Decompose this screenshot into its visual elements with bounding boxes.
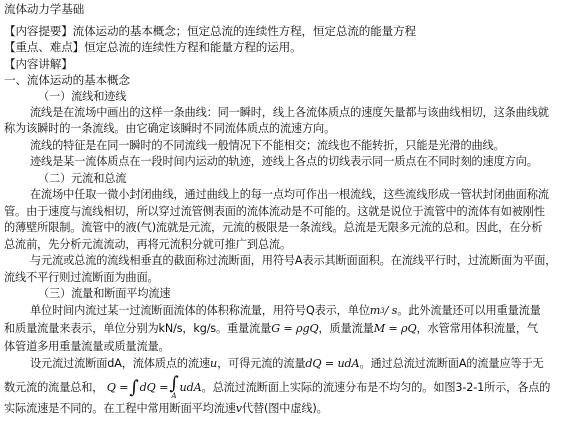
summary-label: 【内容提要】 [4,24,73,38]
section-1-title: 一、流体运动的基本概念 [4,73,130,87]
flow-rate-text-d: ，质量流量 [318,322,374,335]
element-flow-text-c: 。通过总流过流断面A的流量应等于无 [359,357,544,370]
total-flow-integral-formula: Q = ∫ dQ = ∫ A udA [106,373,202,400]
element-flow-text-b: ，可得元流的流量 [217,357,306,370]
subsection-3-title: （三）流量和断面平均流速 [38,287,171,300]
weight-flow-formula: G = ρgQ [271,322,319,335]
paragraph-streamline-line-1: 流线是在流场中画出的这样一条曲线：同一瞬时，线上各流体质点的速度矢量都与该曲线相切，这条曲线就 [30,106,549,119]
paragraph-streamline-line-2: 称为该瞬时的一条流线。由它确定该瞬时不同流体质点的流速方向。 [4,122,336,135]
paragraph-streamtube-line-2: 管。由于速度与流线相切，所以穿过流管侧表面的流体流动是不可能的。这就是说位于流管中的流体有如被刚性 [4,205,545,218]
mass-flow-formula: M = ρQ [373,322,417,335]
summary-text: 流体运动的基本概念；恒定总流的连续性方程，恒定总流的能量方程 [72,24,416,38]
key-points-text: 恒定总流的连续性方程和能量方程的运用。 [84,40,302,54]
flow-rate-text-b: 。此外流量还可以用重量流量 [397,304,541,317]
element-flow-text-d: 数元流的流量总和， [4,381,104,394]
element-flow-text-f: 实际流速是不同的。在工程中常用断面平均流速 [4,402,236,415]
paragraph-pathline: 迹线是某一流体质点在一段时间内运动的轨迹，迹线上各点的切线表示同一质点在不同时刻的速度方向。 [30,155,538,168]
page-title: 流体动力学基础 [4,2,85,16]
summary-line [4,24,578,38]
paragraph-streamline-feature: 流线的特征是在同一瞬时的不同流线一般情况下不能相交；流线也不能转折，只能是光滑的曲线。 [30,139,505,152]
paragraph-streamtube-line-4: 总流前，先分析元流流动，再将元流积分就可推广到总流。 [4,238,291,251]
velocity-symbol-u: u [210,357,218,370]
element-flow-formula: dQ = udA [305,357,360,370]
paragraph-cross-section-line-2: 流线不平行则过流断面为曲面。 [4,271,159,284]
paragraph-element-flow-line-1 [30,357,578,371]
mean-velocity-symbol-v: v [235,402,242,415]
integral-sign-icon: ∫ [129,377,139,398]
paragraph-element-flow-line-2 [4,373,578,400]
paragraph-flow-rate-line-1 [30,304,578,318]
key-points-line [4,40,578,54]
subsection-1-title: （一）流线和迹线 [38,90,127,103]
explain-label: 【内容讲解】 [4,57,73,71]
paragraph-streamtube-line-3: 的薄壁所限制。流管中的液(气)流就是元流，元流的极限是一条流线。总流是无限多元流的总和。因此，在分析 [4,221,543,234]
paragraph-flow-rate-line-3: 体管道多用重量流量或质量流量。 [4,340,170,353]
element-flow-text-g: 代替(图中虚线)。 [241,402,328,415]
flow-rate-text-c: 和质量流量来表示，单位分别为kN/s，kg/s。重量流量 [4,322,272,335]
element-flow-text-a: 设元流过流断面dA，流体质点的流速 [30,357,211,370]
flow-rate-text-e: ，水管常用体积流量，气 [416,322,538,335]
key-points-label: 【重点、难点】 [4,40,85,54]
element-flow-text-e: 。总流过流断面上实际的流速分布是不均匀的。如图3-2-1所示，各点的 [201,381,551,394]
integral-sign-icon-with-limit: ∫ A [169,373,179,400]
paragraph-element-flow-line-3 [4,402,578,416]
flow-rate-text-a: 单位时间内流过某一过流断面流体的体积称流量，用符号Q表示，单位 [30,304,370,317]
paragraph-cross-section-line-1: 与元流或总流的流线相垂直的截面称过流断面，用符号A表示其断面面积。在流线平行时，过流断面为平面， [30,254,557,267]
flow-rate-unit: m 3 / s [369,304,398,317]
subsection-2-title: （二）元流和总流 [38,172,127,185]
paragraph-streamtube-line-1: 在流场中任取一微小封闭曲线，通过曲线上的每一点均可作出一根流线，这些流线形成一管状封闭曲面称流 [30,188,549,201]
paragraph-flow-rate-line-2 [4,322,578,336]
